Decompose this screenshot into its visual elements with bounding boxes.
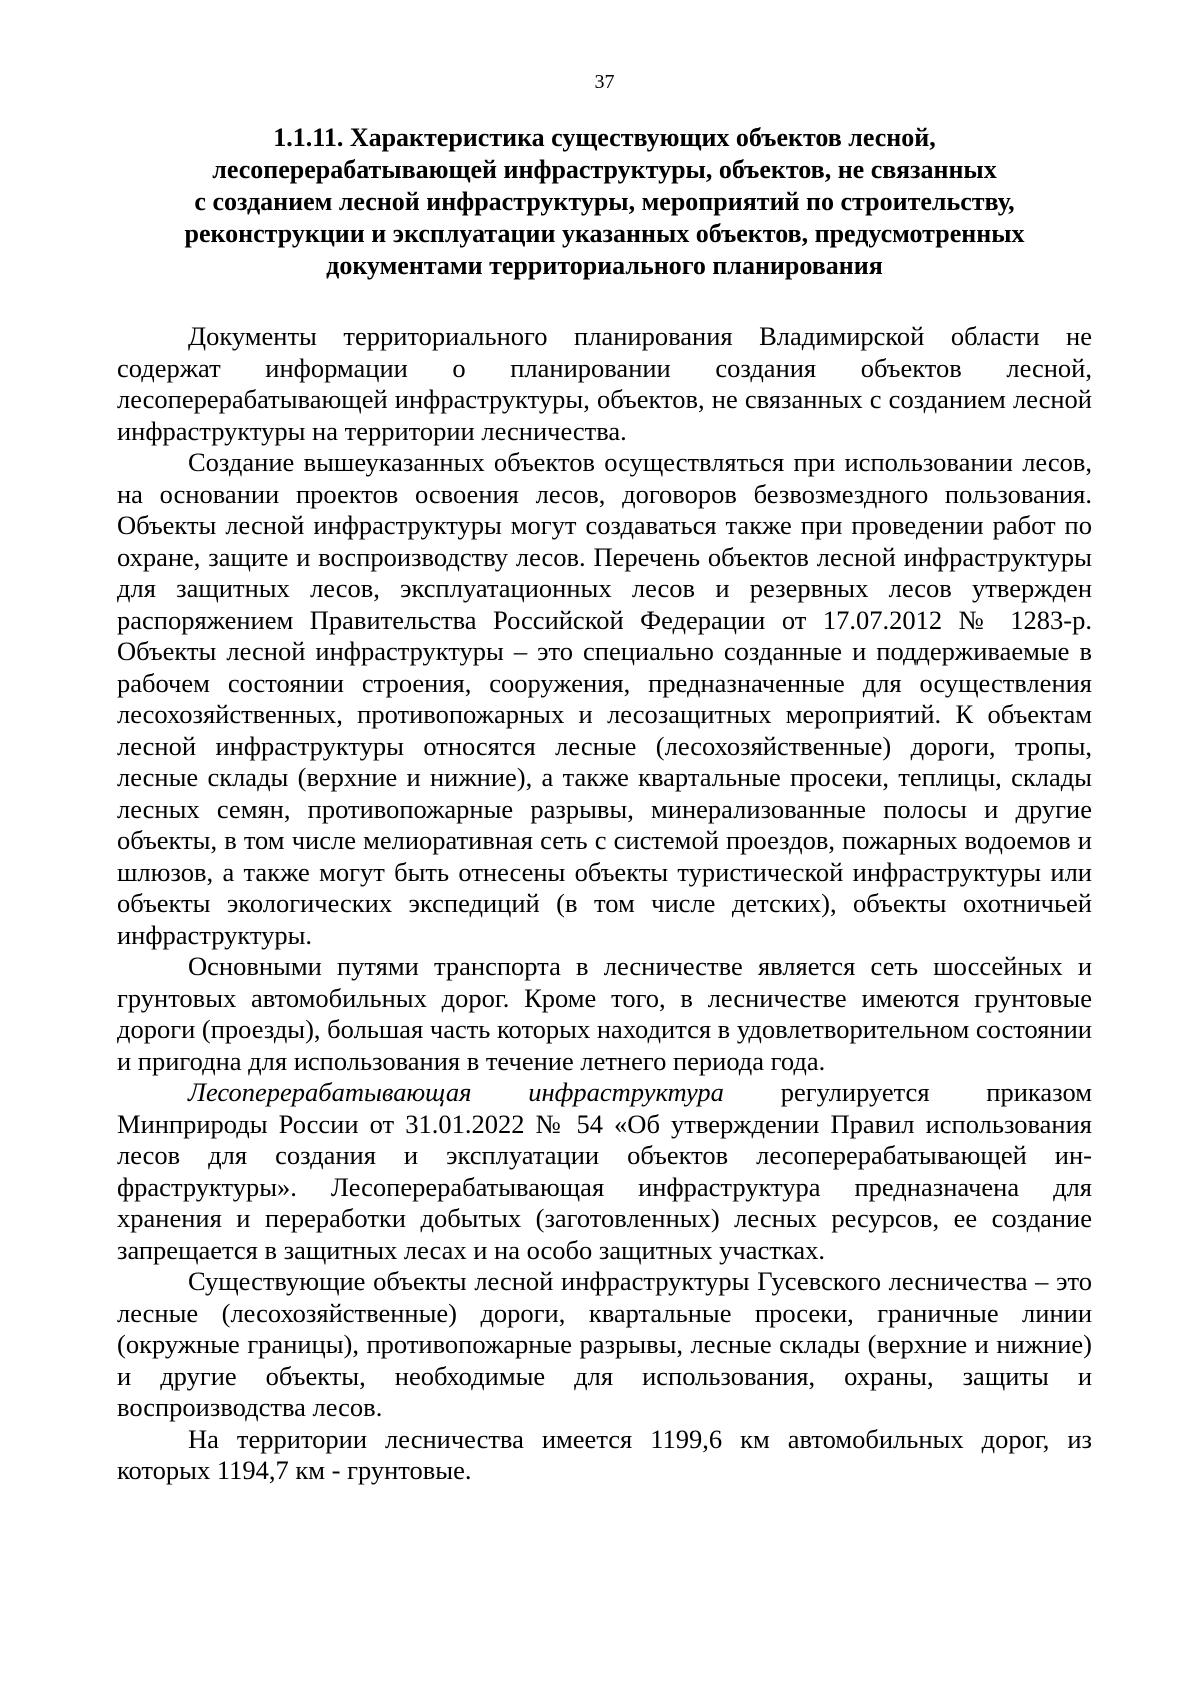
- paragraph-road-lengths: На территории лесничества имеется 1199,6 км автомобильных дорог, из которых 1194,7 км - грунтовые.: [117, 1423, 1092, 1485]
- heading-line: с созданием лесной инфраструктуры, мероприятий по строительству,: [194, 187, 1015, 216]
- heading-line: лесоперерабатывающей инфраструктуры, объектов, не связанных: [212, 155, 997, 184]
- page-number: 37: [594, 71, 615, 93]
- body-text: [117, 321, 1092, 1487]
- italic-term: Лесоперерабатывающая инфраструктура: [188, 1077, 724, 1107]
- paragraph-transport-routes: Основными путями транспорта в лесничестве является сеть шоссейных и грунтовых автомобильных дорог. Кроме того, в лесничестве имеются грунтовые дороги (проезды), большая часть которых находится в удовлетворительном состоянии и пригодна для использования в течение летнего периода года.: [117, 951, 1092, 1076]
- heading-line: документами территориального планирования: [326, 251, 883, 280]
- paragraph-text: регулируется приказом Минприроды России от 31.01.2022 № 54 «Об утверждении Правил использования лесов для создания и эксплуатации объектов лесоперерабатывающей инфраструктуры». Лесоперерабатывающая инфраструктура предназначена для хранения и переработки добытых (заготовленных) лесных ресурсов, ее создание запрещается в защитных лесах и на особо защитных участках.: [117, 1077, 1092, 1265]
- paragraph-processing-infrastructure: [117, 1077, 1092, 1266]
- paragraph-existing-objects: Существующие объекты лесной инфраструктуры Гусевского лесничества – это лесные (лесохозяйственные) дороги, квартальные просеки, граничные линии (окружные границы), противопожарные разрывы, лесные склады (верхние и нижние) и другие объекты, необходимые для использования, охраны, защиты и воспроизводства лесов.: [117, 1266, 1092, 1422]
- heading-line: реконструкции и эксплуатации указанных объектов, предусмотренных: [184, 219, 1025, 248]
- paragraph-planning-documents: Документы территориального планирования Владимирской области не содержат информации о планировании создания объектов лесной, лесоперерабатывающей инфраструктуры, объектов, не связанных с созданием лесной инфраструктуры на территории лесничества.: [117, 321, 1092, 446]
- section-heading: [117, 122, 1092, 282]
- paragraph-infrastructure-objects: Создание вышеуказанных объектов осуществляться при использовании лесов, на основании проектов освоения лесов, договоров безвозмездного пользования. Объекты лесной инфраструктуры могут создаваться также при проведении работ по охране, защите и воспроизводству лесов. Перечень объектов лесной инфраструктуры для защитных лесов, эксплуатационных лесов и резервных лесов утвержден распоряжением Правительства Российской Федерации от 17.07.2012 № 1283-р. Объекты лесной инфраструктуры – это специально созданные и поддерживаемые в рабочем состоянии строения, сооружения, предназначенные для осуществления лесохозяйственных, противопожарных и лесозащитных мероприятий. К объектам лесной инфраструктуры относятся лесные (лесохозяйственные) дороги, тропы, лесные склады (верхние и нижние), а также квартальные просеки, теплицы, склады лесных семян, противопожарные разрывы, минерализованные полосы и другие объекты, в том числе мелиоративная сеть с системой проездов, пожарных водоемов и шлюзов, а также могут быть отнесены объекты туристической инфраструктуры или объекты экологических экспедиций (в том числе детских), объекты охотничьей инфраструктуры.: [117, 447, 1092, 950]
- heading-line: 1.1.11. Характеристика существующих объектов лесной,: [273, 123, 936, 152]
